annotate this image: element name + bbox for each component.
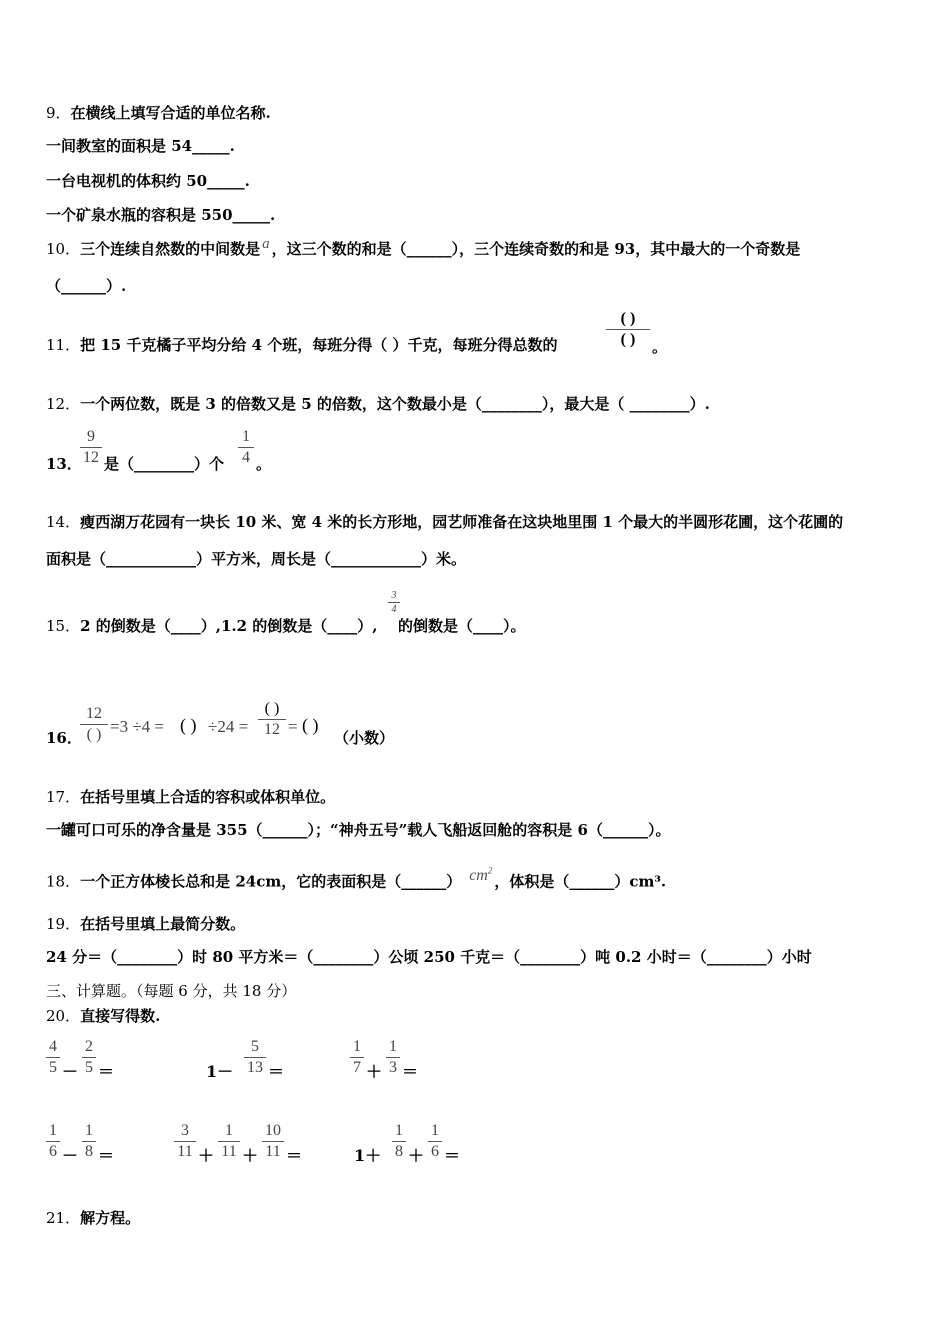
calc-operator: ＋ xyxy=(408,1146,425,1165)
frac-denominator: ( ) xyxy=(86,726,102,743)
q15-tail: 的倒数是（____）。 xyxy=(398,617,526,635)
q20-prompt: 20．直接写得数. xyxy=(46,1007,161,1025)
calc-operator: ＝ xyxy=(286,1146,303,1165)
q13-fraction-1 xyxy=(80,428,102,467)
variable-a: a xyxy=(262,236,270,252)
frac-numerator: 1 xyxy=(225,1122,233,1139)
calc-fraction xyxy=(46,1038,60,1077)
frac-denominator: 12 xyxy=(264,721,280,738)
frac-numerator: 10 xyxy=(265,1122,281,1139)
fraction-bar xyxy=(46,1141,60,1142)
q9-prompt: 9．在横线上填写合适的单位名称. xyxy=(46,104,271,122)
q16-blank-2: ( ) xyxy=(302,715,319,735)
calc-operator: ＋ xyxy=(242,1146,259,1165)
fraction-bar xyxy=(238,447,254,448)
frac-denominator: 4 xyxy=(391,604,397,615)
calc-fraction xyxy=(428,1122,442,1161)
unit-cm: $cm^2$ xyxy=(469,866,493,885)
calc-fraction xyxy=(82,1038,96,1077)
q16-eq-1: =3 ÷4 = xyxy=(110,717,165,736)
calc-fraction xyxy=(350,1038,364,1077)
q18-prompt: 18．一个正方体棱长总和是 24cm，它的表面积是（______） $cm^2$，体积是（______）cm³. xyxy=(46,866,667,891)
q16-num: 16． xyxy=(46,729,82,747)
calc-fraction xyxy=(386,1038,400,1077)
calc-operator: ＝ xyxy=(98,1146,115,1165)
calc-fraction xyxy=(262,1122,284,1161)
fraction-bar xyxy=(388,602,400,603)
q17-prompt: 17．在括号里填上合适的容积或体积单位。 xyxy=(46,788,336,806)
calc-operator: ＝ xyxy=(402,1062,419,1081)
frac-denominator: 4 xyxy=(242,449,250,466)
q9-line-1: 一间教室的面积是 54_____. xyxy=(46,137,235,155)
frac-numerator: 1 xyxy=(353,1038,361,1055)
frac-denominator: 12 xyxy=(83,449,99,466)
q16-eq-2: ÷24 = xyxy=(208,717,249,736)
frac-numerator: 2 xyxy=(85,1038,93,1055)
q16-eq-3: = xyxy=(288,717,298,736)
calc-operator: ＝ xyxy=(268,1062,285,1081)
fraction-bar xyxy=(244,1057,266,1058)
frac-numerator: 3 xyxy=(391,590,397,601)
q12-prompt: 12．一个两位数，既是 3 的倍数又是 5 的倍数，这个数最小是（________），最大是（ ________）. xyxy=(46,395,710,413)
frac-denominator: 11 xyxy=(177,1143,193,1160)
q15-prompt: 15．2 的倒数是（____）,1.2 的倒数是（____）, xyxy=(46,617,378,635)
q10-line-2: （______）. xyxy=(46,277,127,295)
frac-numerator: 1 xyxy=(242,428,250,445)
frac-denominator: 11 xyxy=(265,1143,281,1160)
calc-operator: ＋ xyxy=(198,1146,215,1165)
calc-fraction xyxy=(174,1122,196,1161)
q13-num: 13． xyxy=(46,455,82,473)
section-3-title: 三、计算题。（每题 6 分，共 18 分） xyxy=(46,982,297,1000)
calc-operator: ＋ xyxy=(366,1062,383,1081)
q16-blank-1: ( ) xyxy=(180,715,197,735)
q16-fraction-1 xyxy=(80,705,108,744)
calc-fraction xyxy=(82,1122,96,1161)
calc-fraction xyxy=(218,1122,240,1161)
fraction-bar xyxy=(80,724,108,725)
calc-operator: 1＋ xyxy=(354,1146,382,1165)
fraction-bar xyxy=(80,447,102,448)
frac-numerator: 1 xyxy=(85,1122,93,1139)
q21-prompt: 21．解方程。 xyxy=(46,1209,141,1227)
frac-denominator: 13 xyxy=(247,1059,263,1076)
frac-numerator: 1 xyxy=(431,1122,439,1139)
frac-denominator: 8 xyxy=(395,1143,403,1160)
q16-fraction-2 xyxy=(258,700,286,739)
calc-fraction xyxy=(244,1038,266,1077)
q19-line: 24 分＝（________）时 80 平方米＝（________）公顷 250 千克＝（________）吨 0.2 小时＝（________）小时 xyxy=(46,948,812,966)
frac-numerator: 3 xyxy=(181,1122,189,1139)
fraction-bar xyxy=(428,1141,442,1142)
calc-fraction xyxy=(46,1122,60,1161)
fraction-bar xyxy=(258,719,286,720)
q9-line-3: 一个矿泉水瓶的容积是 550_____. xyxy=(46,206,276,224)
frac-numerator: ( ) xyxy=(264,700,280,717)
fraction-bar xyxy=(82,1141,96,1142)
q13-fraction-2 xyxy=(238,428,254,467)
frac-numerator: 1 xyxy=(389,1038,397,1055)
q11-prompt: 11．把 15 千克橘子平均分给 4 个班，每班分得（ ）千克，每班分得总数的 xyxy=(46,336,558,354)
frac-numerator: 12 xyxy=(86,705,102,722)
q15-fraction xyxy=(388,590,400,615)
frac-denominator: 6 xyxy=(431,1143,439,1160)
frac-denominator: 7 xyxy=(353,1059,361,1076)
q14-line-2: 面积是（____________）平方米，周长是（____________）米。 xyxy=(46,550,467,568)
frac-numerator: 1 xyxy=(49,1122,57,1139)
fraction-bar xyxy=(392,1141,406,1142)
calc-operator: 1－ xyxy=(206,1062,234,1081)
calc-fraction xyxy=(392,1122,406,1161)
frac-numerator: 9 xyxy=(87,428,95,445)
calc-operator: ＝ xyxy=(444,1146,461,1165)
q10-line-1: 10．三个连续自然数的中间数是 a ，这三个数的和是（______），三个连续奇数的和是 93，其中最大的一个奇数是 xyxy=(46,236,801,258)
calc-operator: － xyxy=(62,1062,79,1081)
fraction-bar xyxy=(386,1057,400,1058)
unit-superscript: 2 xyxy=(487,866,493,876)
frac-denominator: 5 xyxy=(85,1059,93,1076)
fraction-bar xyxy=(82,1057,96,1058)
frac-numerator: 4 xyxy=(49,1038,57,1055)
q14-line-1: 14．瘦西湖万花园有一块长 10 米、宽 4 米的长方形地，园艺师准备在这块地里围 1 个最大的半圆形花圃，这个花圃的 xyxy=(46,513,844,531)
q9-line-2: 一台电视机的体积约 50_____. xyxy=(46,172,250,190)
q17-line: 一罐可口可乐的净含量是 355（______）；“神舟五号”载人飞船返回舱的容积是 6（______）。 xyxy=(46,821,671,839)
q11-frac-denominator: ( ) xyxy=(620,331,636,348)
calc-operator: ＝ xyxy=(98,1062,115,1081)
fraction-bar xyxy=(174,1141,196,1142)
frac-denominator: 11 xyxy=(221,1143,237,1160)
q19-prompt: 19．在括号里填上最简分数。 xyxy=(46,915,246,933)
calc-operator: － xyxy=(62,1146,79,1165)
q13-text: 是（________）个 xyxy=(104,455,225,473)
fraction-bar xyxy=(218,1141,240,1142)
frac-denominator: 5 xyxy=(49,1059,57,1076)
frac-denominator: 3 xyxy=(389,1059,397,1076)
frac-numerator: 1 xyxy=(395,1122,403,1139)
q13-tail: 。 xyxy=(256,455,272,473)
fraction-bar xyxy=(46,1057,60,1058)
q11-tail: 。 xyxy=(652,338,668,356)
fraction-bar xyxy=(606,329,650,330)
frac-denominator: 6 xyxy=(49,1143,57,1160)
frac-denominator: 8 xyxy=(85,1143,93,1160)
fraction-bar xyxy=(262,1141,284,1142)
q11-fraction xyxy=(606,310,650,349)
frac-numerator: 5 xyxy=(251,1038,259,1055)
fraction-bar xyxy=(350,1057,364,1058)
q16-tail: （小数） xyxy=(334,729,395,747)
q11-frac-numerator: ( ) xyxy=(620,310,636,327)
